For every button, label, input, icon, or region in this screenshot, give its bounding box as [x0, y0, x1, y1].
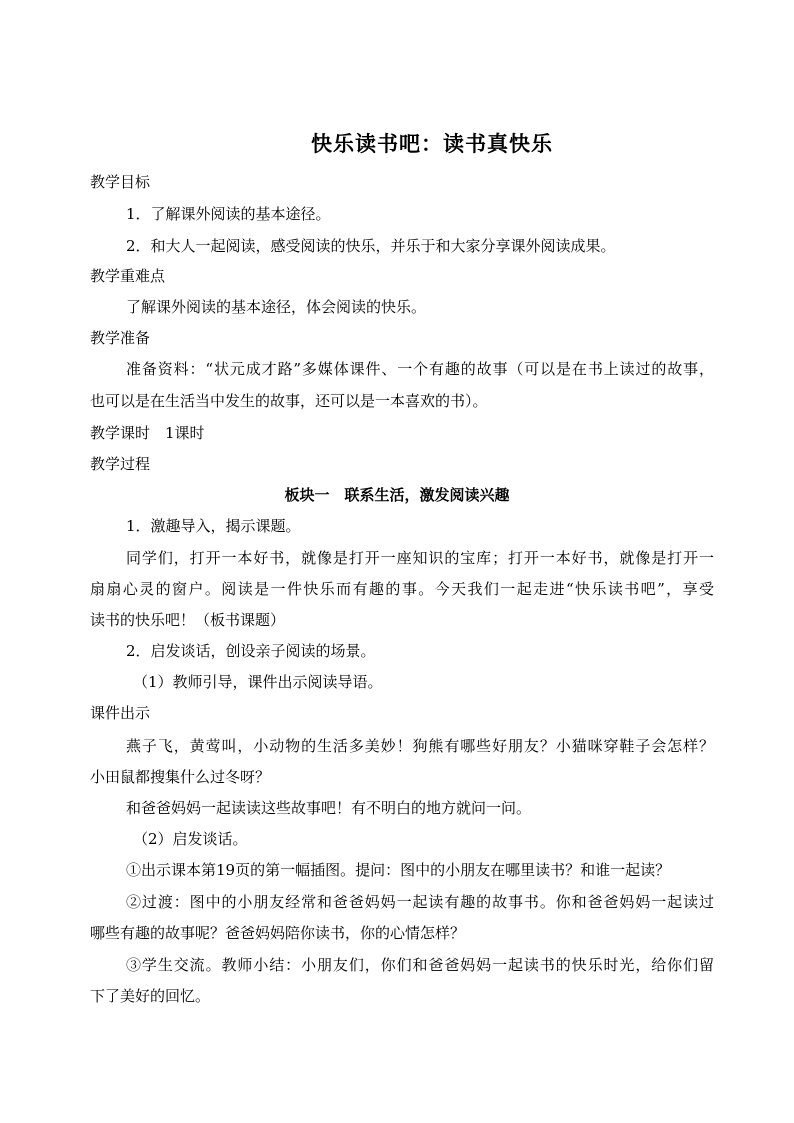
heading-teaching-goals: 教学目标 — [90, 173, 151, 191]
step-2-heading: 2．启发谈话，创设亲子阅读的场景。 — [126, 642, 376, 660]
step-1-text-line-1: 同学们，打开一本好书，就像是打开一座知识的宝库；打开一本好书，就像是打开一 — [126, 549, 714, 567]
discussion-item-2-line-1: ②过渡：图中的小朋友经常和爸爸妈妈一起读有趣的故事书。你和爸爸妈妈一起读过 — [126, 893, 714, 911]
preparation-text-line-1: 准备资料：“状元成才路”多媒体课件、一个有趣的故事（可以是在书上读过的故事， — [126, 360, 714, 378]
section-heading-1: 板块一 联系生活，激发阅读兴趣 — [284, 486, 510, 504]
discussion-item-3-line-2: 下了美好的回忆。 — [90, 987, 211, 1005]
step-1-heading: 1．激趣导入，揭示课题。 — [126, 517, 301, 535]
courseware-text-line-1: 燕子飞，黄莺叫，小动物的生活多美妙！狗熊有哪些好朋友？小猫咪穿鞋子会怎样？ — [126, 737, 714, 755]
step-2-sub-1: （1）教师引导，课件出示阅读导语。 — [133, 673, 383, 691]
document-title: 快乐读书吧：读书真快乐 — [311, 131, 553, 156]
heading-key-points: 教学重难点 — [90, 267, 166, 285]
step-1-text-line-3: 读书的快乐吧！（板书课题） — [90, 611, 286, 629]
courseware-text-line-2: 小田鼠都搜集什么过冬呀？ — [90, 768, 271, 786]
teaching-hours: 教学课时 1课时 — [90, 424, 205, 442]
key-points-text: 了解课外阅读的基本途径，体会阅读的快乐。 — [126, 298, 427, 316]
step-2-sub-2: （2）启发谈话。 — [133, 830, 248, 848]
step-1-text-line-2: 扇扇心灵的窗户。阅读是一件快乐而有趣的事。今天我们一起走进“快乐读书吧”，享受 — [90, 580, 714, 598]
discussion-item-2-line-2: 哪些有趣的故事呢？爸爸妈妈陪你读书，你的心情怎样？ — [90, 924, 466, 942]
goal-item-1: 1．了解课外阅读的基本途径。 — [126, 205, 331, 223]
courseware-label: 课件出示 — [90, 704, 151, 722]
discussion-item-1: ①出示课本第19页的第一幅插图。提问：图中的小朋友在哪里读书？和谁一起读？ — [126, 861, 671, 879]
heading-teaching-process: 教学过程 — [90, 455, 151, 473]
preparation-text-line-2: 也可以是在生活当中发生的故事，还可以是一本喜欢的书）。 — [90, 392, 488, 410]
heading-preparation: 教学准备 — [90, 329, 151, 347]
discussion-item-3-line-1: ③学生交流。教师小结：小朋友们，你们和爸爸妈妈一起读书的快乐时光，给你们留 — [126, 956, 714, 974]
goal-item-2: 2．和大人一起阅读，感受阅读的快乐，并乐于和大家分享课外阅读成果。 — [126, 237, 616, 255]
courseware-text-line-3: 和爸爸妈妈一起读读这些故事吧！有不明白的地方就问一问。 — [126, 799, 532, 817]
